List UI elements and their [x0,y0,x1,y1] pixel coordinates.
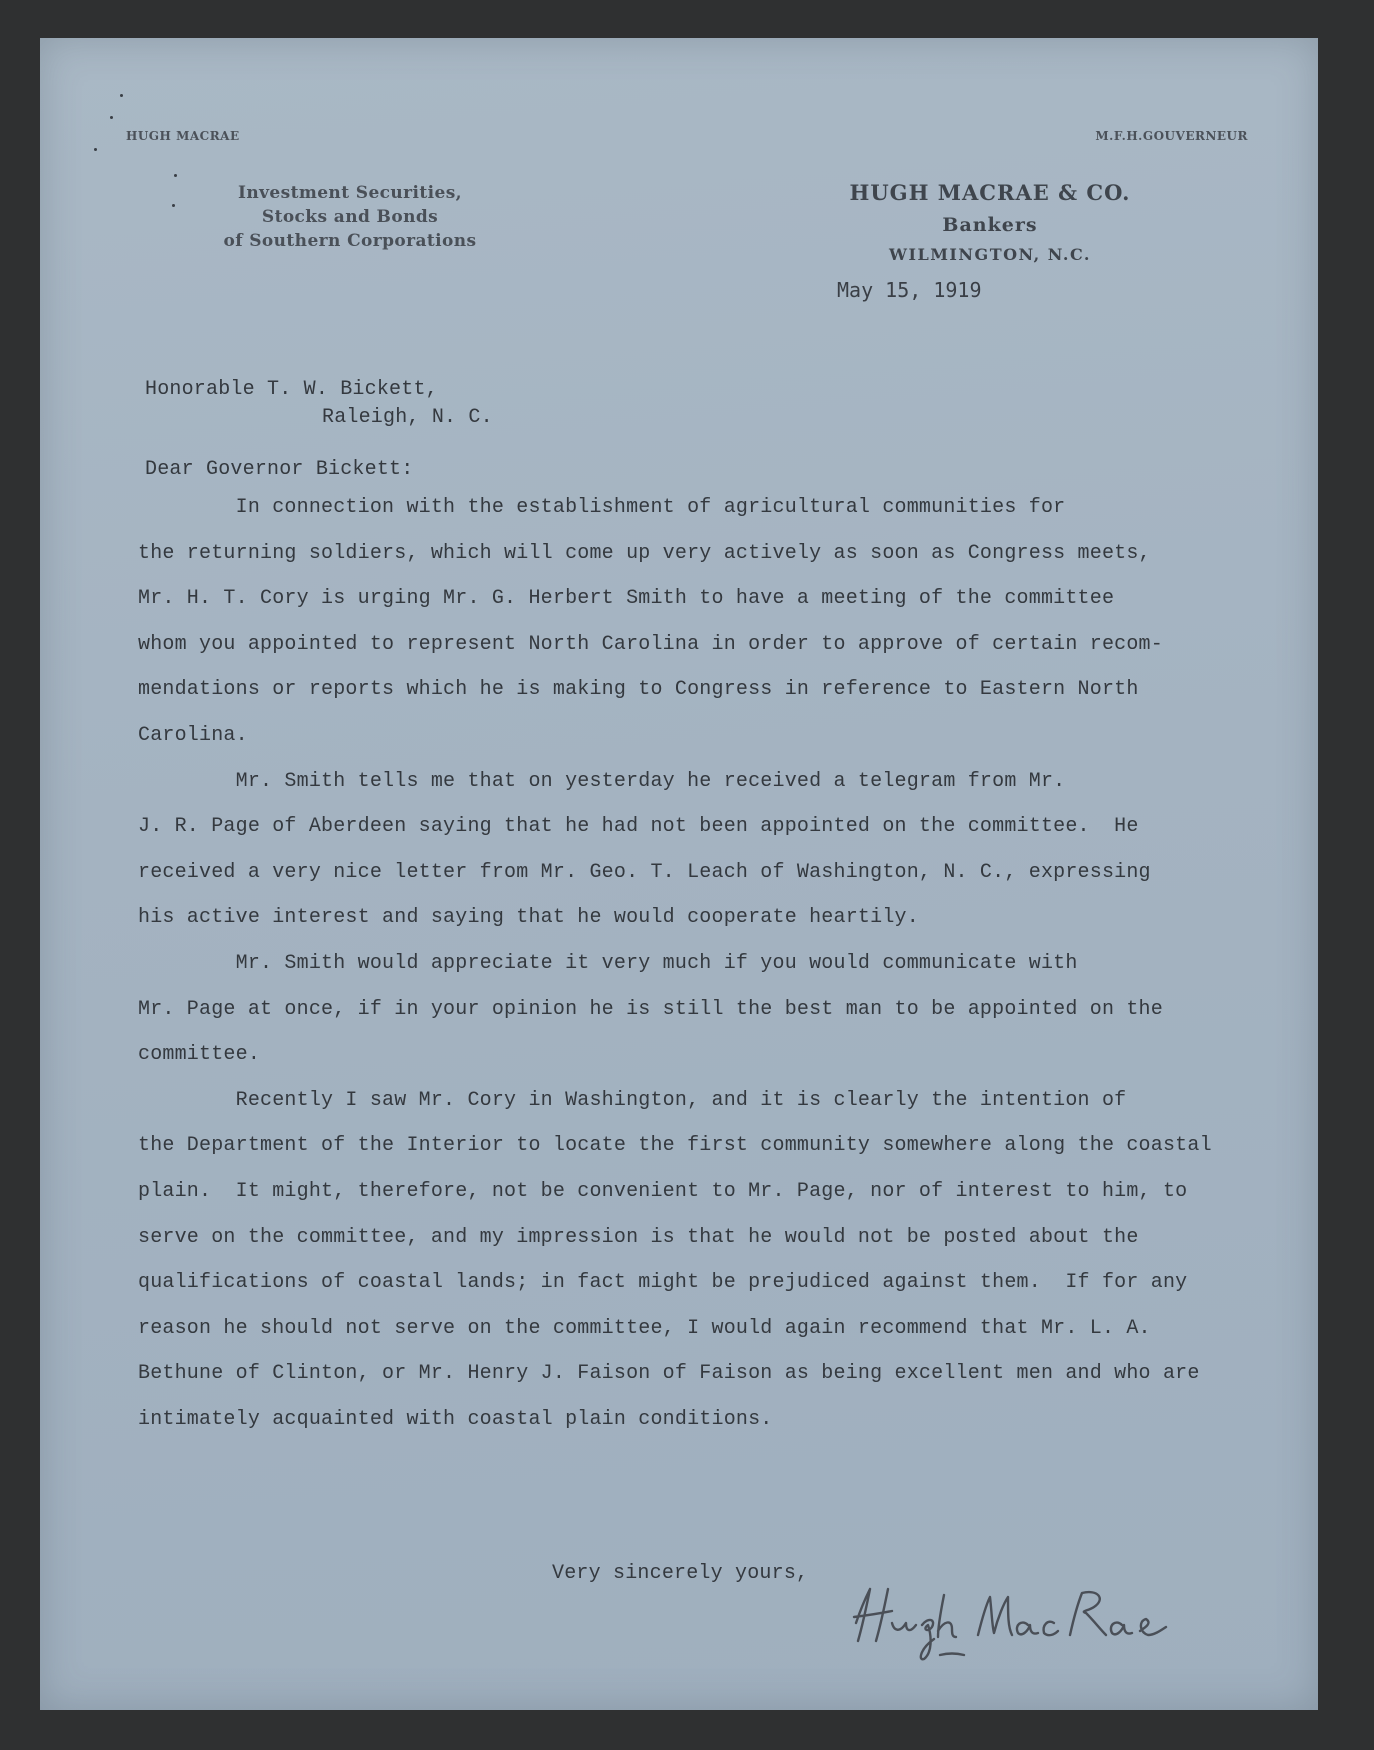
tagline-line: Stocks and Bonds [261,207,439,227]
body-line: mendations or reports which he is making to Congress in reference to Eastern North [138,678,1139,701]
letter-page [40,38,1318,1710]
address-line: Raleigh, N. C. [322,406,493,429]
body-line: received a very nice letter from Mr. Geo. T. Leach of Washington, N. C., expressing [138,861,1151,884]
body-line: qualifications of coastal lands; in fact might be prejudiced against them. If for any [138,1271,1188,1294]
body-line: Carolina. [138,724,248,747]
stray-mark [94,148,97,151]
letterhead-tagline [200,181,500,253]
body-line: Mr. H. T. Cory is urging Mr. G. Herbert Smith to have a meeting of the committee [138,587,1115,610]
tagline-line: Investment Securities, [238,183,462,203]
stray-mark [120,94,123,97]
address-line: Honorable T. W. Bickett, [145,378,438,401]
body-line: Mr. Page at once, if in your opinion he is still the best man to be appointed on the [138,998,1163,1021]
body-line: J. R. Page of Aberdeen saying that he had not been appointed on the committee. He [138,815,1139,838]
body-line: Bethune of Clinton, or Mr. Henry J. Faison of Faison as being excellent men and who are [138,1362,1200,1385]
letter-date: May 15, 1919 [837,278,982,302]
body-line: his active interest and saying that he would cooperate heartily. [138,906,919,929]
body-line: plain. It might, therefore, not be convenient to Mr. Page, nor of interest to him, to [138,1180,1188,1203]
firm-name: HUGH MACRAE & CO. [849,180,1131,205]
body-line: Mr. Smith would appreciate it very much if you would communicate with [138,952,1078,975]
stray-mark [110,116,113,119]
body-line: Mr. Smith tells me that on yesterday he received a telegram from Mr. [138,770,1066,793]
body-line: intimately acquainted with coastal plain conditions. [138,1408,773,1431]
letterhead-firm [800,176,1180,270]
body-line: In connection with the establishment of agricultural communities for [138,496,1066,519]
body-line: serve on the committee, and my impression is that he would not be posted about the [138,1226,1139,1249]
body-line: reason he should not serve on the committee, I would again recommend that Mr. L. A. [138,1317,1151,1340]
body-line: the Department of the Interior to locate the first community somewhere along the coastal [138,1134,1212,1157]
letterhead-right-name: M.F.H.GOUVERNEUR [1095,129,1248,143]
salutation: Dear Governor Bickett: [145,458,414,481]
body-line: the returning soldiers, which will come up very actively as soon as Congress meets, [138,542,1151,565]
firm-subtitle: Bankers [942,214,1038,236]
body-line: Recently I saw Mr. Cory in Washington, and it is clearly the intention of [138,1089,1127,1112]
firm-city: WILMINGTON, N.C. [889,245,1091,264]
signature-image [848,1575,1178,1665]
stray-mark [174,174,177,177]
tagline-line: of Southern Corporations [223,231,477,251]
body-line: whom you appointed to represent North Carolina in order to approve of certain recom- [138,633,1163,656]
letterhead-left-name: HUGH MACRAE [126,129,240,143]
body-line: committee. [138,1043,261,1066]
closing: Very sincerely yours, [552,1562,809,1585]
stray-mark [172,204,175,207]
